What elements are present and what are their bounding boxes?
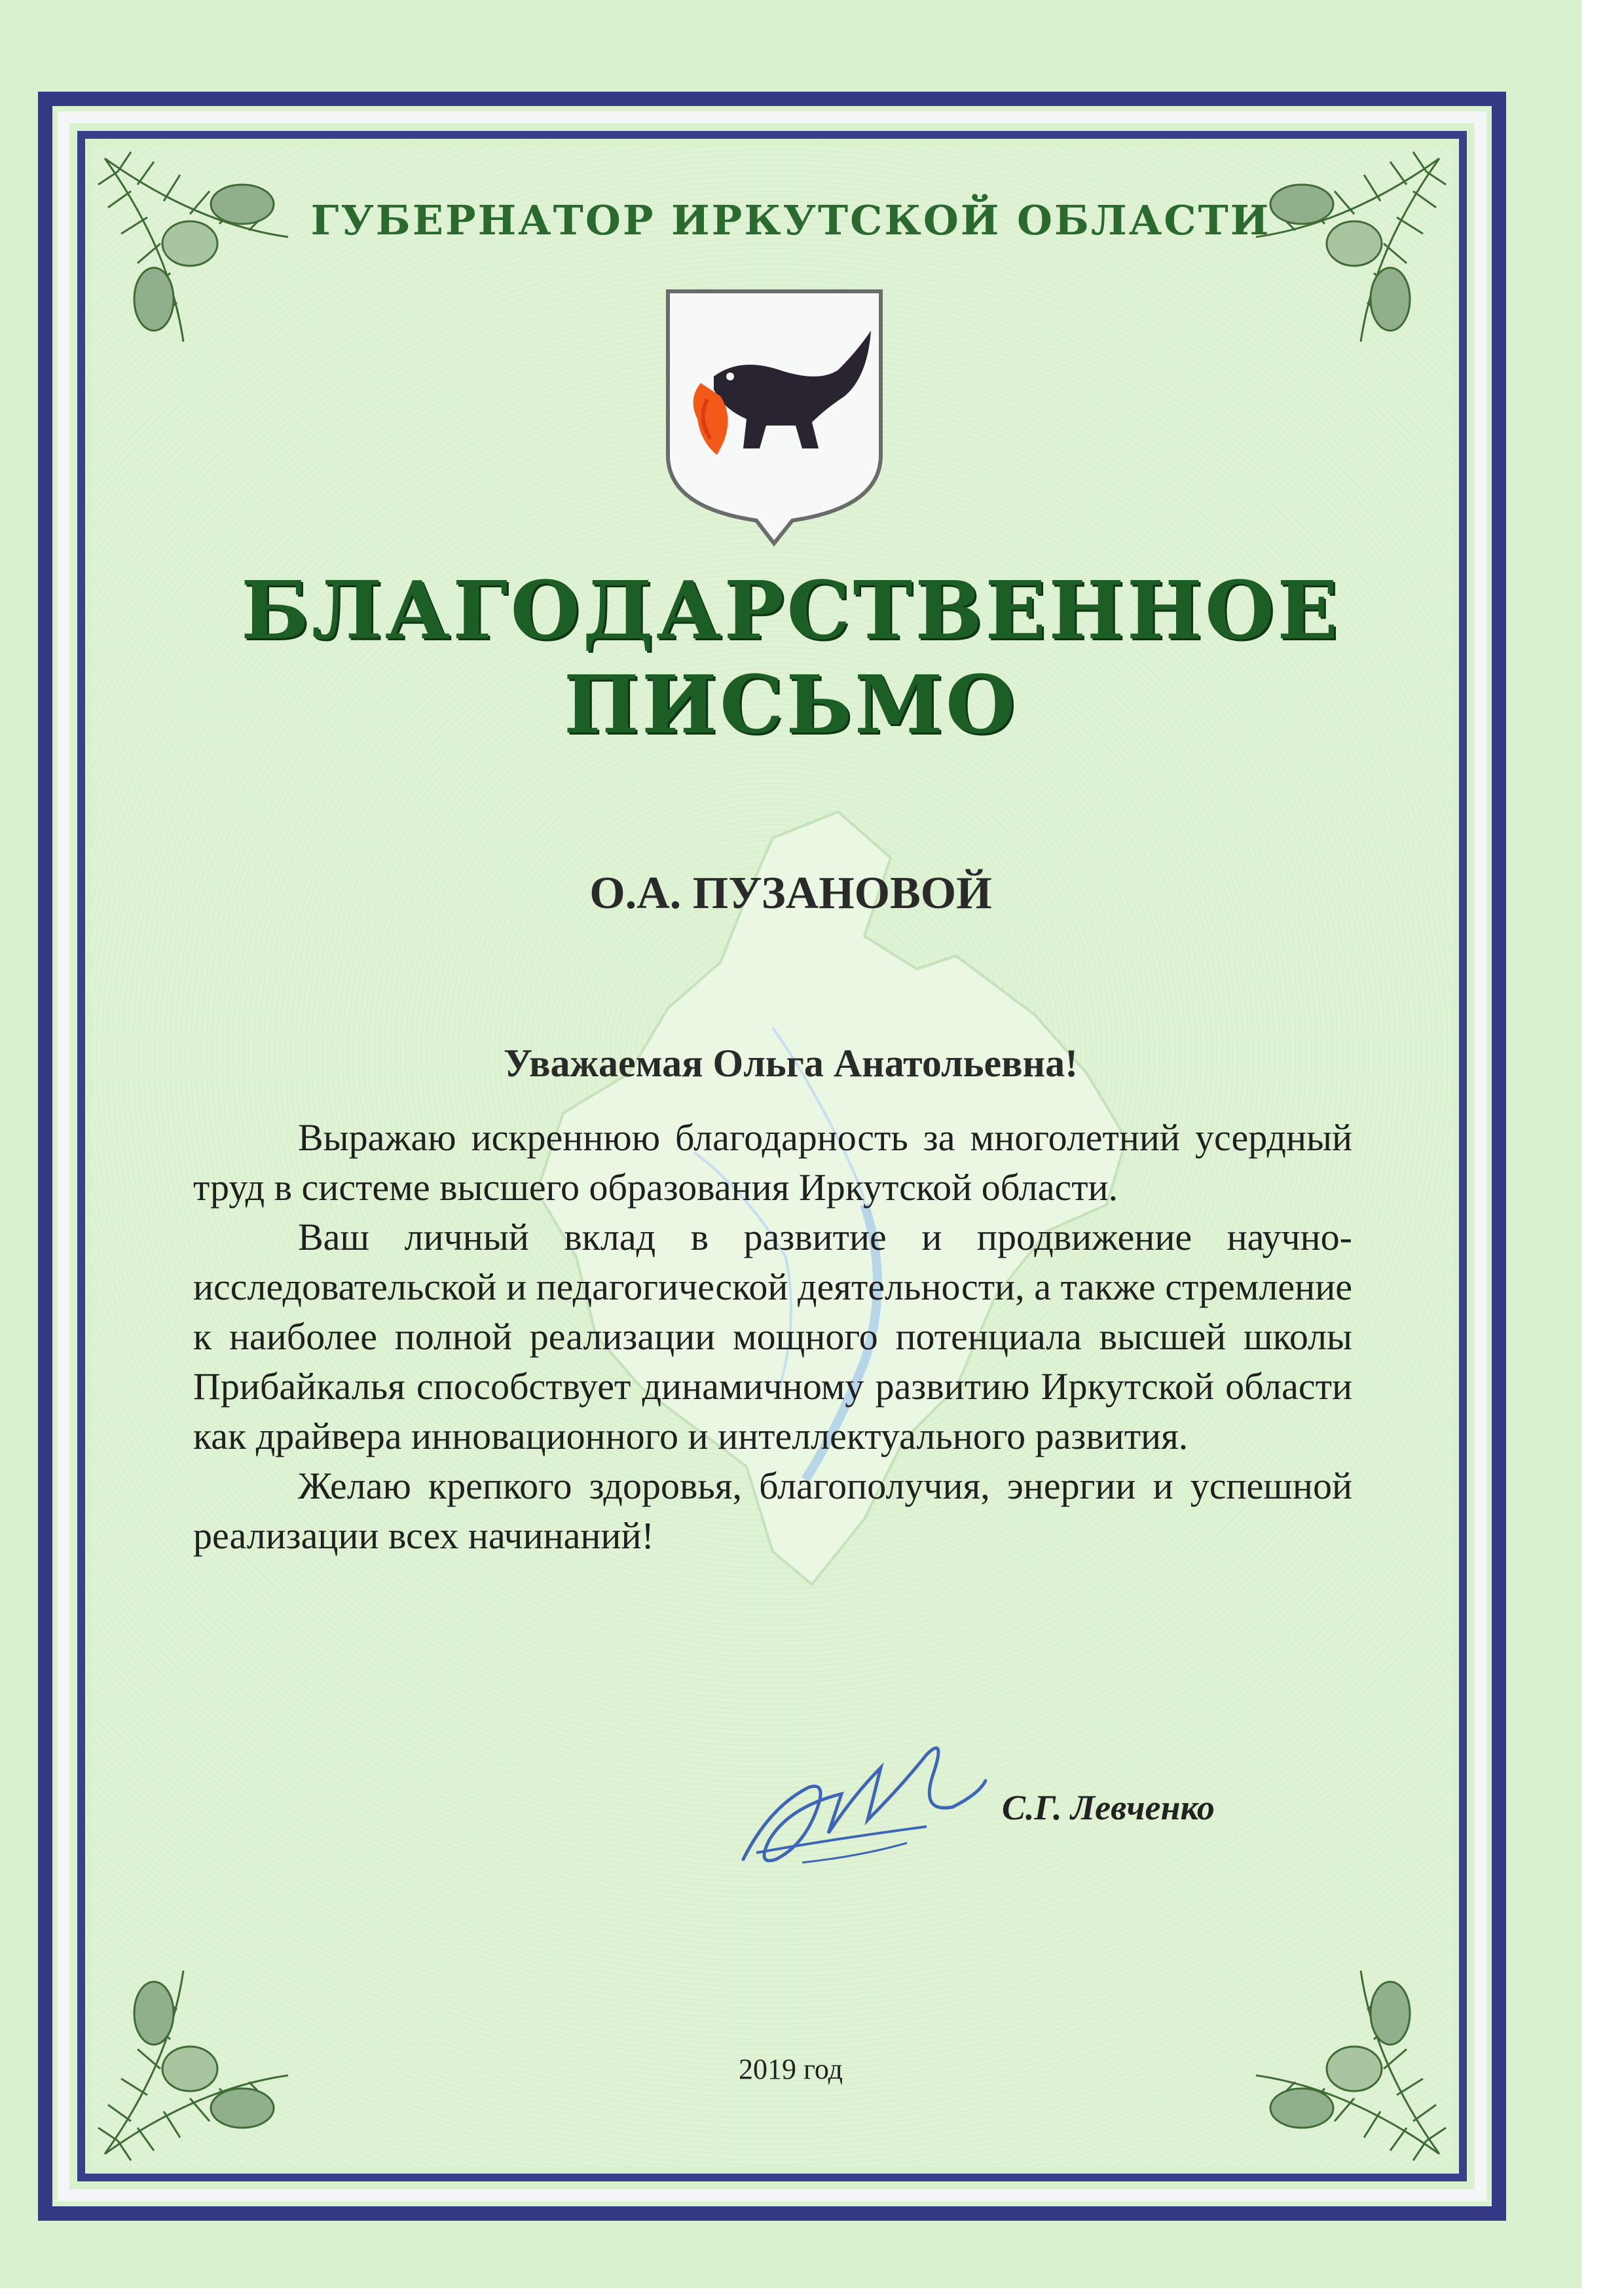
greeting: Уважаемая Ольга Анатольевна! xyxy=(503,1042,1079,1085)
document-title: БЛАГОДАРСТВЕННОЕ ПИСЬМО xyxy=(240,563,1341,752)
irkutsk-coat-of-arms-icon xyxy=(661,285,887,547)
issuer-header: ГУБЕРНАТОР ИРКУТСКОЙ ОБЛАСТИ xyxy=(310,196,1271,244)
letter-body xyxy=(193,1113,1352,1561)
pine-branch-ornament-icon xyxy=(1177,1892,1452,2167)
pine-branch-ornament-icon xyxy=(92,1892,367,2167)
body-paragraph: Выражаю искреннюю благодарность за многолетний усердный труд в системе высшего образования Иркутской области. xyxy=(193,1116,1352,1209)
body-paragraph: Желаю крепкого здоровья, благополучия, энергии и успешной реализации всех начинаний! xyxy=(193,1465,1352,1557)
body-paragraph: Ваш личный вклад в развитие и продвижение научно-исследовательской и педагогической деятельности, а также стремление к наиболее полной реализации мощного потенциала высшей школы Прибайкалья способствует динамичному развитию Иркутской области как драйвера инновационного и интеллектуального развития. xyxy=(193,1216,1352,1457)
pine-branch-ornament-icon xyxy=(92,145,367,420)
handwritten-signature-icon xyxy=(730,1728,992,1879)
signer-name: С.Г. Левченко xyxy=(1002,1788,1215,1827)
document-year: 2019 год xyxy=(738,2053,843,2085)
recipient-name: О.А. ПУЗАНОВОЙ xyxy=(589,868,992,919)
pine-branch-ornament-icon xyxy=(1177,145,1452,420)
